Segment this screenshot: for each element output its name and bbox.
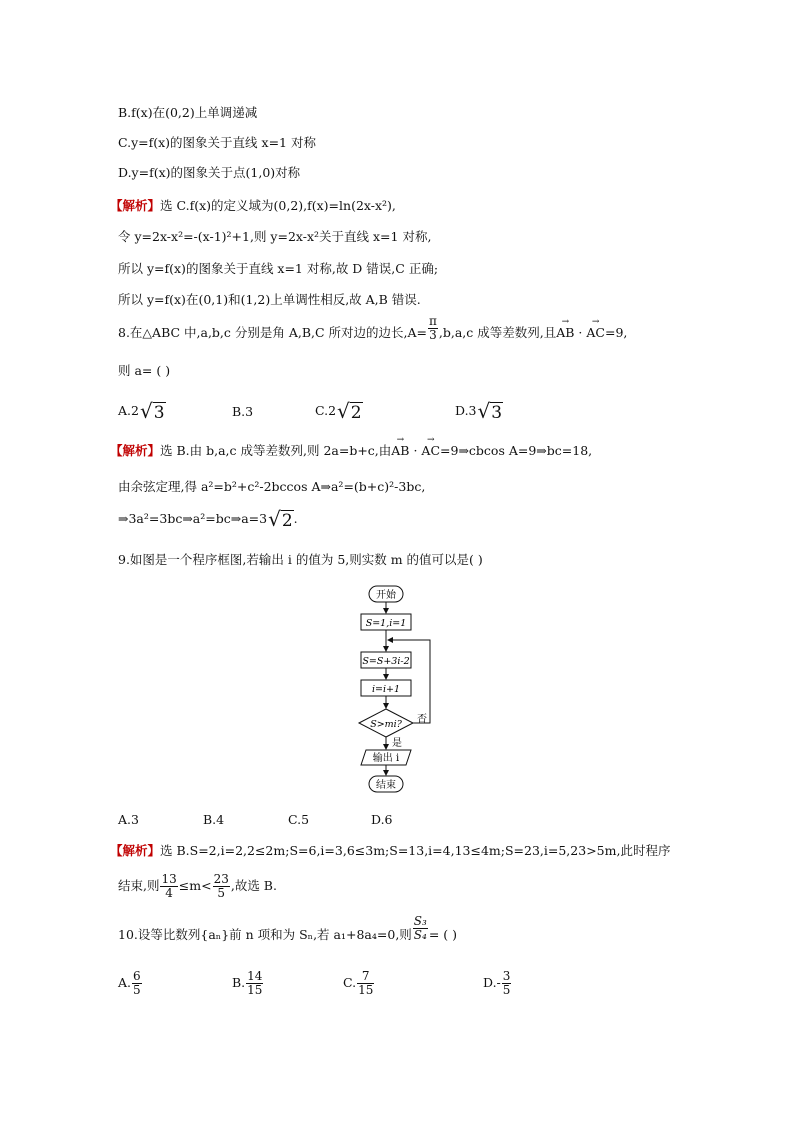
radicand: 2 (281, 511, 293, 531)
solution-q8-line2: 由余弦定理,得 a²=b²+c²-2bccos A⇒a²=(b+c)²-3bc, (118, 479, 426, 494)
radicand: 2 (350, 403, 362, 423)
q9-option-a: A.3 (118, 812, 139, 827)
q8-option-d (455, 399, 503, 423)
frac-num: 13 (161, 872, 177, 886)
frac-num: 23 (213, 872, 229, 886)
vector-ab: → AB (556, 324, 574, 342)
analysis-bracket: 【解析】 (110, 198, 161, 213)
period: . (293, 511, 298, 526)
q10-option-a (118, 970, 143, 997)
fraction-13-over-4 (160, 873, 177, 900)
solution-q7-line2: 令 y=2x-x²=-(x-1)²+1,则 y=2x-x²关于直线 x=1 对称, (118, 229, 432, 244)
opt-label: B. (232, 975, 246, 990)
q8-option-b: B.3 (232, 404, 254, 419)
opt-label: C.2 (315, 403, 337, 418)
frac-den: 5 (502, 983, 511, 997)
q8-text-a: 8.在△ABC 中,a,b,c 分别是角 A,B,C 所对边的边长,A= (118, 325, 428, 340)
sqrt-3: √3 (477, 399, 503, 423)
flowchart-decision-node (359, 709, 413, 737)
solution-text: 选 B.S=2,i=2,2≤2m;S=6,i=3,6≤3m;S=13,i=4,13≤4m;S=23,i=5,23>5m,此时程序 (160, 843, 671, 858)
q10-option-d (483, 970, 512, 997)
frac-num: 14 (247, 969, 263, 983)
sqrt-2: √2 (268, 507, 293, 531)
question-8-ask: 则 a= ( ) (118, 363, 171, 378)
solution-q7-line3: 所以 y=f(x)的图象关于直线 x=1 对称,故 D 错误,C 正确; (118, 261, 439, 276)
q8-text-b: ,b,a,c 成等差数列,且 (438, 325, 557, 340)
frac-den: 5 (217, 886, 226, 900)
solution-q7-line4: 所以 y=f(x)在(0,1)和(1,2)上单调性相反,故 A,B 错误. (118, 292, 421, 307)
solution-text: ≤m< (178, 878, 212, 893)
sqrt-3: √3 (139, 399, 165, 423)
solution-q9-line2 (118, 873, 277, 900)
analysis-bracket: 【解析】 (110, 843, 161, 858)
q10-option-c (343, 970, 375, 997)
frac-num: S₃ (413, 914, 427, 928)
fraction (502, 970, 512, 997)
flowchart-start-node (369, 586, 403, 602)
init-label: S=1,i=1 (365, 618, 407, 629)
q8-text-c: =9, (604, 325, 628, 340)
solution-text: 选 B.由 b,a,c 成等差数列,则 2a=b+c,由 (160, 443, 392, 458)
flowchart-increment-node (361, 680, 411, 696)
flowchart-update-node (361, 652, 411, 668)
solution-text: ⇒3a²=3bc⇒a²=bc⇒a=3 (118, 511, 268, 526)
flowchart-output-node (361, 750, 411, 765)
frac-num: 6 (133, 969, 141, 983)
q9-option-c: C.5 (288, 812, 310, 827)
frac-den: 5 (133, 983, 141, 997)
opt-label: D.3 (455, 403, 477, 418)
fraction (246, 970, 263, 997)
fraction (357, 970, 374, 997)
question-8-stem (118, 314, 628, 342)
opt-label: D.- (483, 975, 501, 990)
solution-q9-line1 (110, 842, 670, 860)
fraction-23-over-5 (213, 873, 230, 900)
frac-num: π (429, 314, 437, 328)
flowchart (0, 580, 794, 800)
frac-den: 4 (165, 886, 173, 900)
frac-den: 15 (247, 983, 263, 997)
increment-label: i=i+1 (371, 684, 401, 695)
fraction-s3-over-s4 (413, 915, 428, 942)
end-label: 结束 (376, 780, 396, 791)
q10-text-b: = ( ) (428, 927, 458, 942)
yes-label: 是 (392, 738, 402, 749)
frac-num: 3 (502, 969, 511, 983)
frac-den: 15 (358, 983, 374, 997)
q10-option-b (232, 970, 264, 997)
radicand: 3 (491, 403, 503, 423)
q10-text-a: 10.设等比数列{aₙ}前 n 项和为 Sₙ,若 a₁+8a₄=0,则 (118, 927, 412, 942)
sqrt-2: √2 (337, 399, 362, 423)
opt-label: A.2 (118, 403, 139, 418)
update-label: S=S+3i-2 (362, 656, 410, 667)
q9-option-b: B.4 (203, 812, 225, 827)
option-c-q7: C.y=f(x)的图象关于直线 x=1 对称 (118, 135, 316, 150)
analysis-bracket: 【解析】 (110, 443, 161, 458)
question-9-stem: 9.如图是一个程序框图,若输出 i 的值为 5,则实数 m 的值可以是( ) (118, 552, 483, 567)
condition-label: S>mi? (370, 719, 402, 730)
solution-q7-line1 (110, 197, 396, 215)
frac-den: S₄ (413, 928, 427, 942)
solution-text: ,故选 B. (230, 878, 277, 893)
dot-op: · (409, 443, 422, 458)
frac-num: 7 (357, 970, 374, 984)
output-label: 输出 i (372, 753, 400, 764)
flowchart-init-node (361, 614, 411, 630)
question-10-stem (118, 914, 458, 944)
opt-label: C. (343, 975, 357, 990)
fraction (132, 970, 142, 997)
fraction-pi-over-3 (428, 315, 438, 342)
radicand: 3 (153, 403, 165, 423)
vector-ac: → AC (586, 324, 605, 342)
vector-ac: → AC (421, 442, 440, 460)
option-b-q7: B.f(x)在(0,2)上单调递减 (118, 105, 258, 120)
flowchart-end-node (369, 776, 403, 792)
solution-text: 结束,则 (118, 878, 160, 893)
solution-q8-line1 (110, 442, 592, 460)
dot-op: · (574, 325, 587, 340)
q8-option-c (315, 399, 363, 423)
solution-q8-line3 (118, 507, 298, 531)
opt-label: A. (118, 975, 132, 990)
vector-ab: → AB (391, 442, 409, 460)
solution-text: =9⇒cbcos A=9⇒bc=18, (440, 443, 593, 458)
frac-den: 3 (429, 328, 437, 342)
no-label: 否 (417, 714, 427, 725)
q9-option-d: D.6 (371, 812, 393, 827)
solution-text: 选 C.f(x)的定义域为(0,2),f(x)=ln(2x-x²), (160, 198, 396, 213)
q8-option-a (118, 399, 166, 423)
start-label: 开始 (376, 590, 396, 601)
option-d-q7: D.y=f(x)的图象关于点(1,0)对称 (118, 165, 301, 180)
